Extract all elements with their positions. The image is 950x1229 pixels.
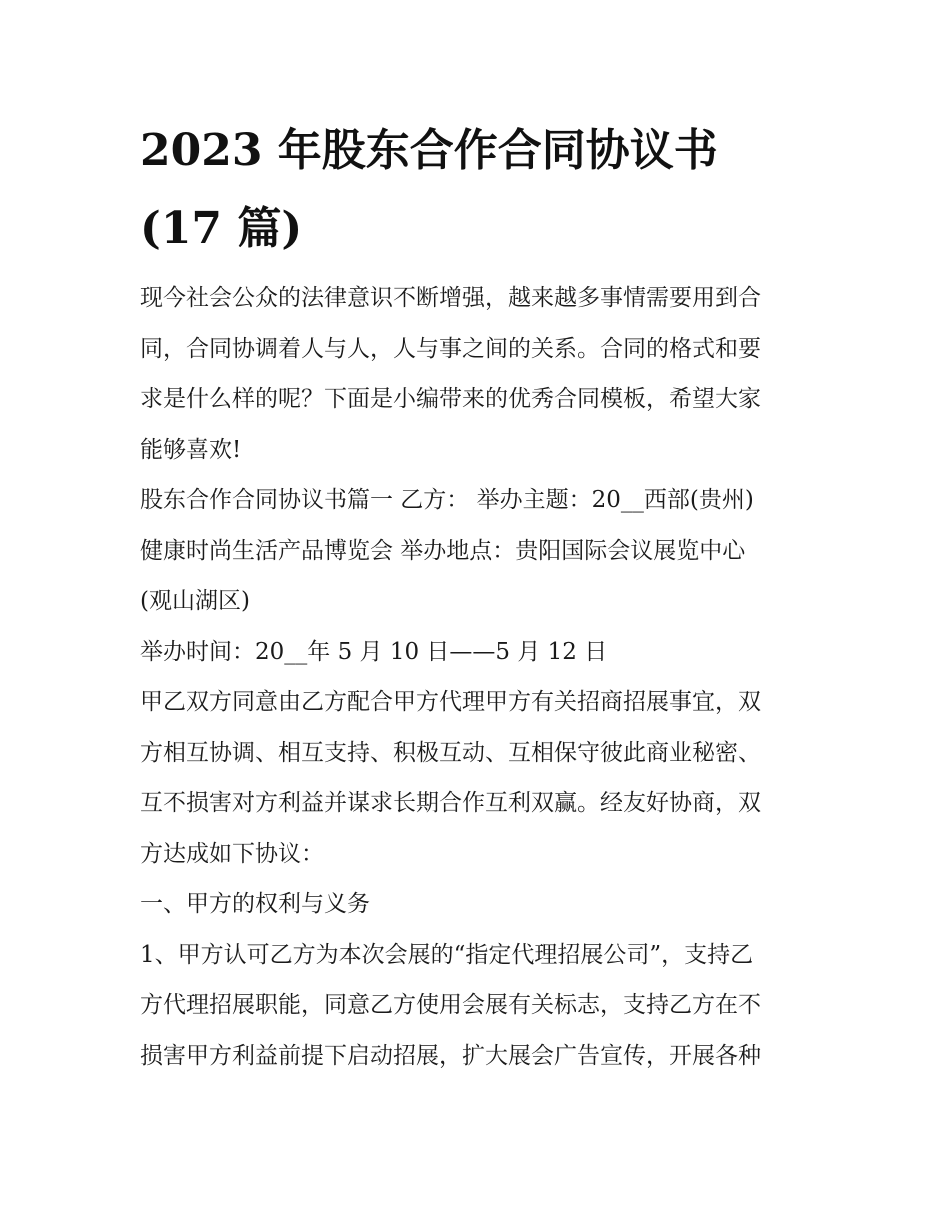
text-line: 现今社会公众的法律意识不断增强，越来越多事情需要用到合 — [140, 285, 761, 311]
text-line: 方代理招展职能，同意乙方使用会展有关标志，支持乙方在不 — [140, 992, 761, 1018]
document-page — [140, 112, 812, 1081]
title-line-2: (17 篇) — [140, 203, 303, 254]
text-line: 股东合作合同协议书篇一 乙方： 举办主题：20__西部(贵州) — [140, 487, 754, 513]
text-line: 能够喜欢! — [140, 436, 242, 463]
text-line: 举办时间：20__年 5 月 10 日——5 月 12 日 — [140, 638, 608, 665]
section-heading-party-a — [140, 879, 812, 930]
text-line: 方达成如下协议： — [140, 840, 324, 867]
section-one-heading-paragraph — [140, 475, 812, 627]
text-line: 一、甲方的权利与义务 — [140, 891, 370, 917]
text-line: 1、甲方认可乙方为本次会展的“指定代理招展公司”，支持乙 — [140, 941, 754, 968]
text-line: 甲乙双方同意由乙方配合甲方代理甲方有关招商招展事宜，双 — [140, 689, 761, 715]
agreement-paragraph — [140, 677, 812, 879]
title-line-1: 2023 年股东合作合同协议书 — [140, 125, 718, 176]
text-line: 求是什么样的呢？下面是小编带来的优秀合同模板，希望大家 — [140, 386, 761, 412]
text-line: 方相互协调、相互支持、积极互动、互相保守彼此商业秘密、 — [140, 739, 761, 766]
event-time-paragraph — [140, 627, 812, 678]
clause-1-paragraph — [140, 930, 812, 1082]
text-line: 损害甲方利益前提下启动招展，扩大展会广告宣传，开展各种 — [140, 1042, 761, 1069]
text-line: 互不损害对方利益并谋求长期合作互利双赢。经友好协商，双 — [140, 790, 761, 816]
text-line: 同，合同协调着人与人，人与事之间的关系。合同的格式和要 — [140, 335, 761, 362]
intro-paragraph — [140, 273, 812, 475]
text-line: 健康时尚生活产品博览会 举办地点：贵阳国际会议展览中心 — [140, 537, 746, 564]
document-title — [140, 112, 812, 268]
text-line: (观山湖区) — [140, 588, 250, 614]
